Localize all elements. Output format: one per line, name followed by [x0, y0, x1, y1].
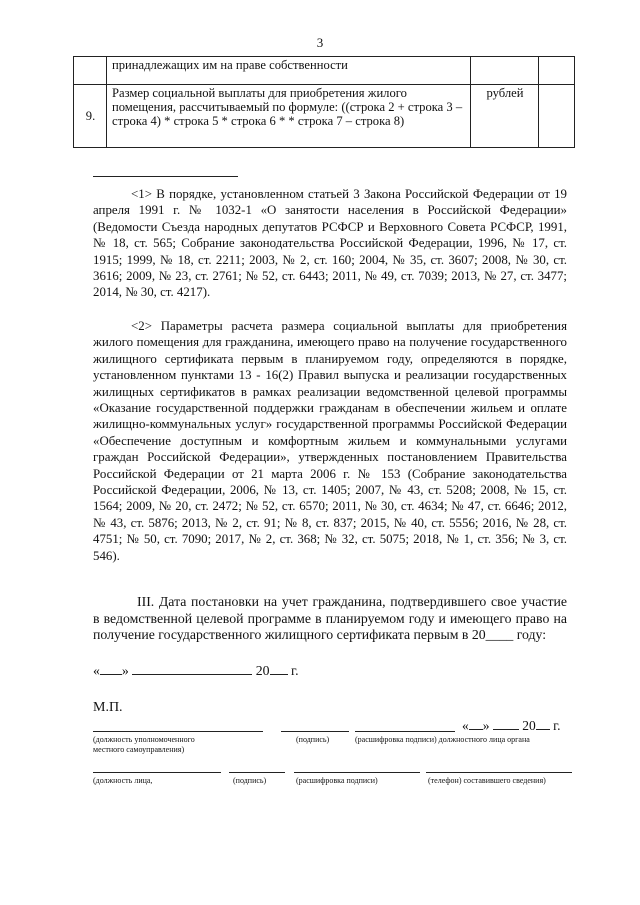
day-blank[interactable]	[469, 717, 483, 730]
month-blank[interactable]	[493, 717, 519, 730]
date-quote-open: «	[462, 718, 469, 733]
preparer-position-line[interactable]	[93, 772, 221, 773]
official-signature-line[interactable]	[281, 731, 349, 732]
footnote-1-text: <1> В порядке, установленном статьей 3 Закона Российской Федерации от 19 апреля 1991 г. № 1032-1 «О занятости населения в Российской Федерации» (Ведомости Съезда народных депутатов РСФСР и Верховного Совета РСФСР, 1991, № 18, ст. 565; Собрание законодательства Российской Федерации, 1996, № 17, ст. 1915; 1999, № 18, ст. 2211; 2003, № 2, ст. 160; 2004, № 35, ст. 3607; 2008, № 30, ст. 3616; 2009, № 23, ст. 2761; № 52, ст. 6443; 2011, № 49, ст. 7039; 2013, № 27, ст. 3477; 2014, № 30, ст. 4217).	[93, 187, 567, 300]
table-cell-text: принадлежащих им на праве собственности	[107, 57, 471, 85]
date-quote-close: »	[482, 718, 490, 733]
official-position-line[interactable]	[93, 731, 263, 732]
footnote-separator	[93, 176, 238, 177]
table-row	[74, 57, 575, 85]
table-row	[74, 85, 575, 148]
year-prefix: 20	[522, 718, 536, 733]
month-blank[interactable]	[132, 662, 252, 675]
caption-position-1: (должность уполномоченного	[93, 735, 195, 744]
caption-person-position: (должность лица,	[93, 776, 153, 785]
preparer-decode-line[interactable]	[294, 772, 420, 773]
signature-date	[462, 717, 561, 734]
year-blank[interactable]	[536, 717, 550, 730]
calculation-table	[73, 56, 575, 148]
preparer-phone-line[interactable]	[426, 772, 572, 773]
table-cell-unit: рублей	[471, 85, 539, 148]
caption-signature-2: (подпись)	[233, 776, 267, 785]
official-decode-line[interactable]	[355, 731, 455, 732]
footnote-2-text: <2> Параметры расчета размера социальной выплаты для приобретения жилого помещения для гражданина, имеющего право на получение государственного жилищного сертификата первым в планируемом году, определяются в порядке, установленном пунктами 13 - 16(2) Правил выпуска и реализации государственных жилищных сертификатов в рамках реализации ведомственной целевой программы «Оказание государственной поддержки гражданам в обеспечении жильем и оплате жилищно-коммунальных услуг» государственной программы Российской Федерации «Обеспечение доступным и комфортным жильем и коммунальными услугами граждан Российской Федерации», утвержденных постановлением Правительства Российской Федерации от 21 марта 2006 г. № 153 (Собрание законодательства Российской Федерации, 2006, № 13, ст. 1405; 2007, № 43, ст. 5208; 2008, № 15, ст. 1564; 2009, № 20, ст. 2472; № 52, ст. 6570; 2011, № 30, ст. 4634; № 47, ст. 6646; 2012, № 43, ст. 5876; 2013, № 2, ст. 91; № 8, ст. 837; 2015, № 40, ст. 5556; 2016, № 28, ст. 4751; № 50, ст. 7090; 2017, № 2, ст. 368; № 32, ст. 5075; 2018, № 1, ст. 356; № 3, ст. 546).	[93, 319, 567, 563]
table-cell-value	[539, 57, 575, 85]
footnote-2	[93, 318, 567, 564]
table-cell-number	[74, 57, 107, 85]
year-suffix: г.	[553, 718, 561, 733]
table-cell-unit	[471, 57, 539, 85]
section-3-text: III. Дата постановки на учет гражданина, подтвердившего свое участие в ведомственной целевой программе в планируемом году и имеющего право на получение государственного жилищного сертификата первым в 20____ году:	[93, 594, 567, 643]
registration-date-line	[93, 662, 299, 679]
caption-decode-2: (расшифровка подписи)	[296, 776, 378, 785]
year-blank[interactable]	[270, 662, 288, 675]
stamp-place: М.П.	[93, 700, 123, 715]
year-suffix: г.	[290, 663, 299, 678]
caption-phone: (телефон) составившего сведения)	[428, 776, 546, 785]
table-cell-text: Размер социальной выплаты для приобретения жилого помещения, рассчитываемый по формуле: ((строка 2 + строка 3 – строка 4) * строка 5 * строка 6 * * строка 7 – строка 8)	[107, 85, 471, 148]
caption-position-2: местного самоуправления)	[93, 745, 185, 754]
section-3	[93, 594, 567, 644]
preparer-signature-line[interactable]	[229, 772, 285, 773]
day-blank[interactable]	[100, 662, 122, 675]
year-prefix: 20	[255, 663, 270, 678]
date-quote-close: »	[121, 663, 129, 678]
footnote-1	[93, 186, 567, 301]
page-number: 3	[316, 35, 324, 50]
caption-signature-1: (подпись)	[296, 735, 330, 744]
date-quote-open: «	[93, 663, 100, 678]
caption-decode-1: (расшифровка подписи) должностного лица органа	[355, 735, 530, 744]
table-cell-value	[539, 85, 575, 148]
table-cell-number: 9.	[74, 85, 107, 148]
